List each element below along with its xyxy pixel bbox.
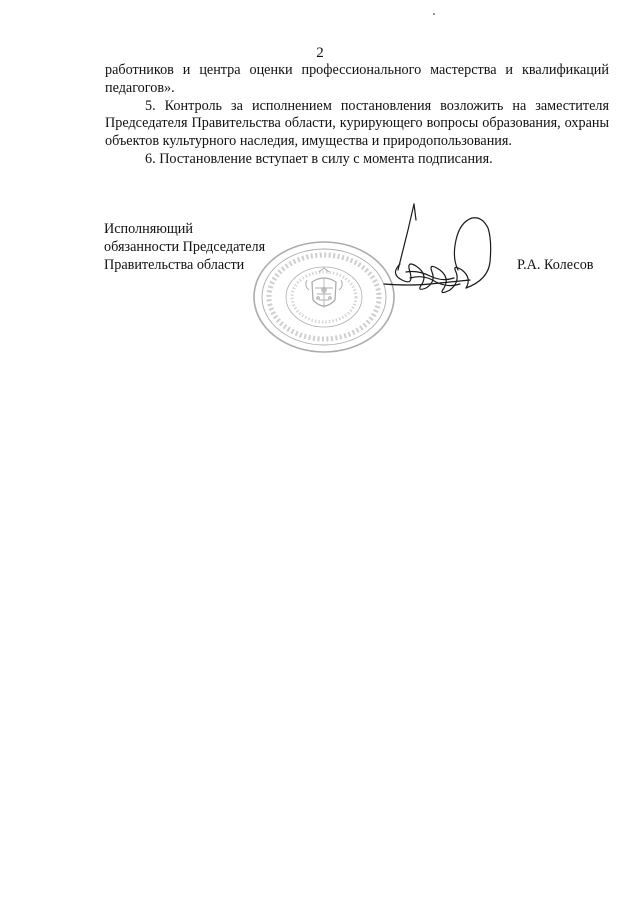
handwritten-signature	[370, 200, 510, 310]
signer-name: Р.А. Колесов	[517, 257, 594, 273]
signer-title-line: обязанности Председателя	[104, 238, 266, 255]
signer-title	[104, 221, 265, 274]
signer-title-line: Исполняющий	[104, 221, 193, 237]
scan-artifact	[433, 13, 435, 15]
page-number: 2	[316, 45, 324, 61]
paragraph-continuation: работников и центра оценки профессионального мастерства и квалификаций педагогов».	[105, 62, 609, 96]
document-body	[105, 62, 609, 169]
paragraph-6: 6. Постановление вступает в силу с момента подписания.	[145, 150, 493, 167]
paragraph-5: 5. Контроль за исполнением постановления возложить на заместителя Председателя Правительства области, курирующего вопросы образования, охраны объектов культурного наследия, имущества и природопользования.	[105, 97, 609, 150]
signer-title-line: Правительства области	[104, 256, 245, 273]
